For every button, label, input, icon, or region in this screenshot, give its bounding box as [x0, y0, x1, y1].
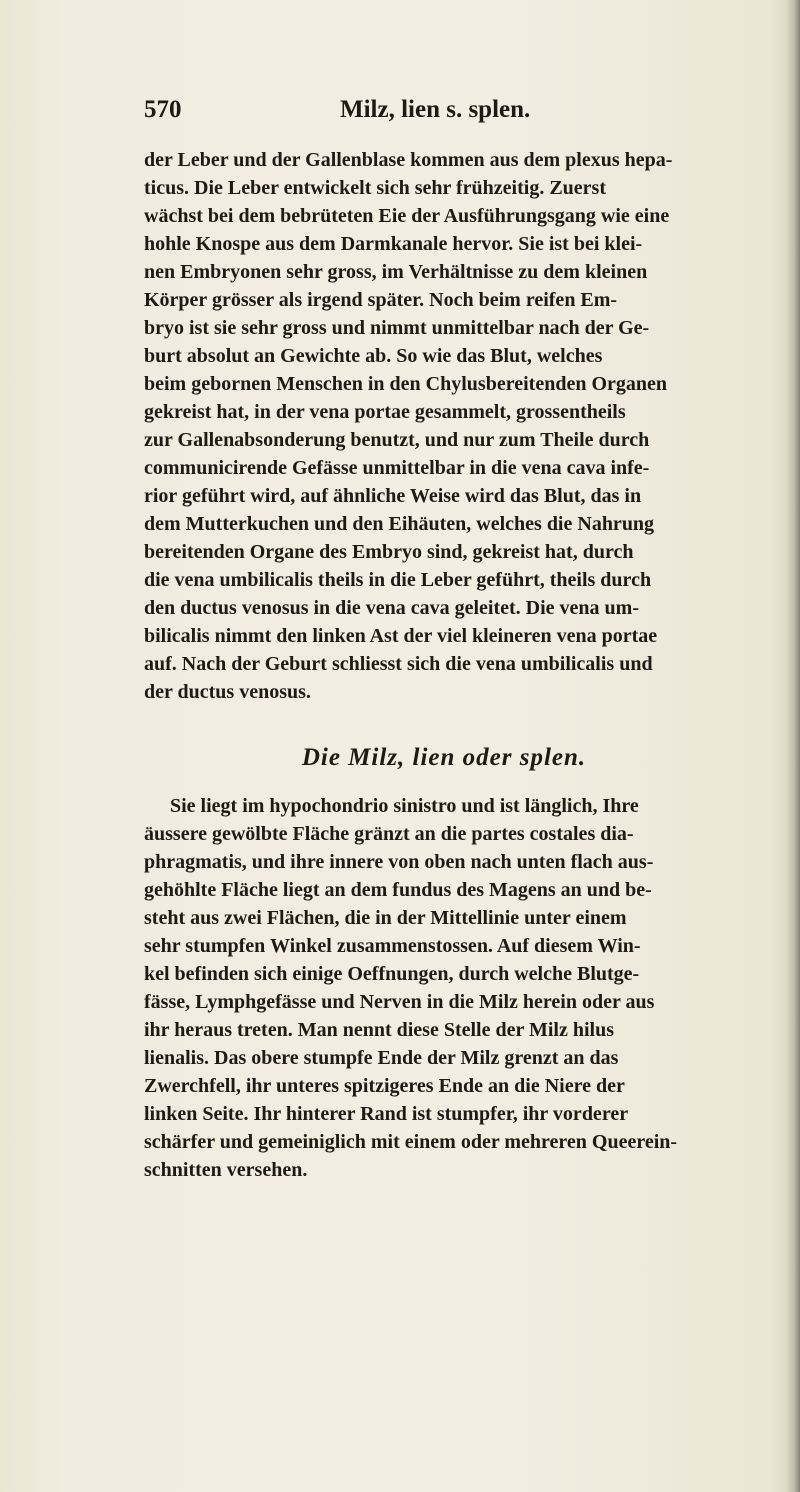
text-line: wächst bei dem bebrüteten Eie der Ausführungsgang wie eine — [144, 205, 670, 227]
text-line: bereitenden Organe des Embryo sind, gekreist hat, durch — [144, 541, 634, 563]
text-line: äussere gewölbte Fläche gränzt an die partes costales dia- — [144, 823, 634, 845]
text-line: der Leber und der Gallenblase kommen aus dem plexus hepa- — [144, 149, 673, 171]
text-line: rior geführt wird, auf ähnliche Weise wird das Blut, das in — [144, 485, 642, 507]
text-line: den ductus venosus in die vena cava geleitet. Die vena um- — [144, 597, 639, 619]
text-line: bryo ist sie sehr gross und nimmt unmittelbar nach der Ge- — [144, 317, 650, 339]
text-line: linken Seite. Ihr hinterer Rand ist stumpfer, ihr vorderer — [144, 1103, 629, 1125]
text-line: zur Gallenabsonderung benutzt, und nur zum Theile durch — [144, 429, 650, 451]
text-line: die vena umbilicalis theils in die Leber geführt, theils durch — [144, 569, 652, 591]
text-line: schärfer und gemeiniglich mit einem oder mehreren Queerein- — [144, 1131, 678, 1153]
page-edge-shadow — [786, 0, 800, 1492]
text-line: schnitten versehen. — [144, 1159, 308, 1181]
section-heading: Die Milz, lien oder splen. — [301, 744, 587, 771]
text-line: communicirende Gefässe unmittelbar in die vena cava infe- — [144, 457, 650, 479]
text-line: ticus. Die Leber entwickelt sich sehr frühzeitig. Zuerst — [144, 177, 606, 199]
text-line: der ductus venosus. — [144, 681, 311, 703]
text-line: ihr heraus treten. Man nennt diese Stelle der Milz hilus — [144, 1019, 614, 1041]
running-head — [144, 96, 664, 130]
text-line: phragmatis, und ihre innere von oben nach unten flach aus- — [144, 851, 654, 873]
text-line: steht aus zwei Flächen, die in der Mittellinie unter einem — [144, 907, 627, 929]
text-line: beim gebornen Menschen in den Chylusbereitenden Organen — [144, 373, 667, 395]
paragraph-liver — [144, 146, 744, 706]
text-line: Zwerchfell, ihr unteres spitzigeres Ende an die Niere der — [144, 1075, 625, 1097]
text-line: bilicalis nimmt den linken Ast der viel kleineren vena portae — [144, 625, 658, 647]
text-line: gehöhlte Fläche liegt an dem fundus des Magens an und be- — [144, 879, 652, 901]
page-number: 570 — [144, 96, 182, 123]
text-line: fässe, Lymphgefässe und Nerven in die Milz herein oder aus — [144, 991, 655, 1013]
text-line: lienalis. Das obere stumpfe Ende der Milz grenzt an das — [144, 1047, 619, 1069]
text-line: nen Embryonen sehr gross, im Verhältnisse zu dem kleinen — [144, 261, 648, 283]
text-line: Sie liegt im hypochondrio sinistro und ist länglich, Ihre — [170, 795, 639, 817]
text-line: gekreist hat, in der vena portae gesammelt, grossentheils — [144, 401, 626, 423]
text-line: kel befinden sich einige Oeffnungen, durch welche Blutge- — [144, 963, 640, 985]
text-line: hohle Knospe aus dem Darmkanale hervor. Sie ist bei klei- — [144, 233, 643, 255]
running-title: Milz, lien s. splen. — [340, 96, 531, 123]
text-line: sehr stumpfen Winkel zusammenstossen. Auf diesem Win- — [144, 935, 641, 957]
text-line: Körper grösser als irgend später. Noch beim reifen Em- — [144, 289, 618, 311]
text-line: dem Mutterkuchen und den Eihäuten, welches die Nahrung — [144, 513, 655, 535]
text-line: burt absolut an Gewichte ab. So wie das Blut, welches — [144, 345, 603, 367]
paragraph-spleen — [144, 792, 744, 1184]
text-line: auf. Nach der Geburt schliesst sich die vena umbilicalis und — [144, 653, 653, 675]
